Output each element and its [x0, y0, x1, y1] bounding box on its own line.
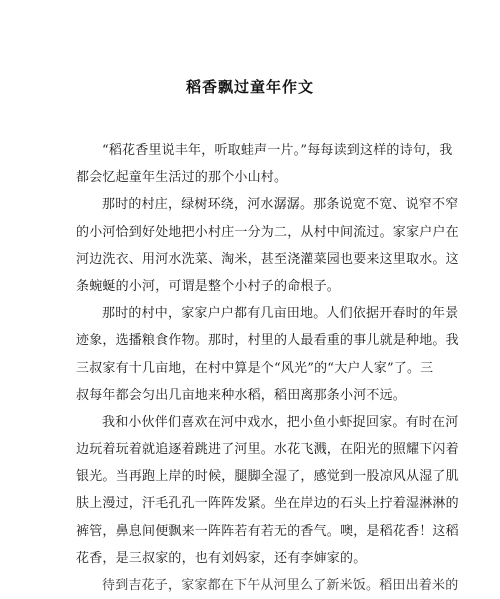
text-line: 肤上漫过，汗毛孔孔一阵阵发紧。坐在岸边的石头上拧着湿淋淋的	[76, 496, 459, 512]
text-line: 裤管，鼻息间便飘来一阵阵若有若无的香气。噢，是稻花香！这稻	[76, 523, 459, 539]
text-line: 我和小伙伴们喜欢在河中戏水，把小鱼小虾捉回家。有时在河	[102, 414, 459, 430]
text-line: 迹象，选播粮食作物。那时，村里的人最看重的事儿就是种地。我	[76, 333, 459, 349]
text-line: 的小河恰到好处地把小村庄一分为二，从村中间流过。家家户户在	[76, 224, 459, 240]
text-line: “稻花香里说丰年，听取蛙声一片。”每每读到这样的诗句，我	[102, 143, 453, 158]
text-line: 银光。当再跑上岸的时候，腿脚全湿了，感觉到一股凉风从湿了肌	[76, 469, 459, 485]
text-line: 都会忆起童年生活过的那个小山村。	[76, 170, 288, 186]
text-line: 那时的村中，家家户户都有几亩田地。人们依据开春时的年景	[102, 306, 459, 322]
text-line: 叔每年都会匀出几亩地来种水稻，稻田离那条小河不远。	[76, 387, 407, 403]
text-line: 三叔家有十几亩地，在村中算是个“风光”的“大户人家”了。三	[76, 360, 434, 376]
article-body	[76, 137, 459, 599]
text-line: 那时的村庄，绿树环绕，河水潺潺。那条说宽不宽、说窄不窄	[102, 197, 459, 213]
article-title: 稻香飘过童年作文	[185, 78, 314, 96]
text-line: 条蜿蜒的小河，可谓是整个小村子的命根子。	[76, 278, 341, 294]
text-line: 待到吉花子，家家都在下午从河里么了新米饭。稻田出着米的	[102, 578, 459, 593]
text-line: 河边洗衣、用河水洗菜、淘米，甚至浇灌菜园也要来这里取水。这	[76, 251, 459, 267]
text-line: 花香，是三叔家的，也有刘妈家，还有李婶家的。	[76, 550, 367, 566]
text-line: 边玩着玩着就追逐着跳进了河里。水花飞溅，在阳光的照耀下闪着	[76, 442, 459, 458]
